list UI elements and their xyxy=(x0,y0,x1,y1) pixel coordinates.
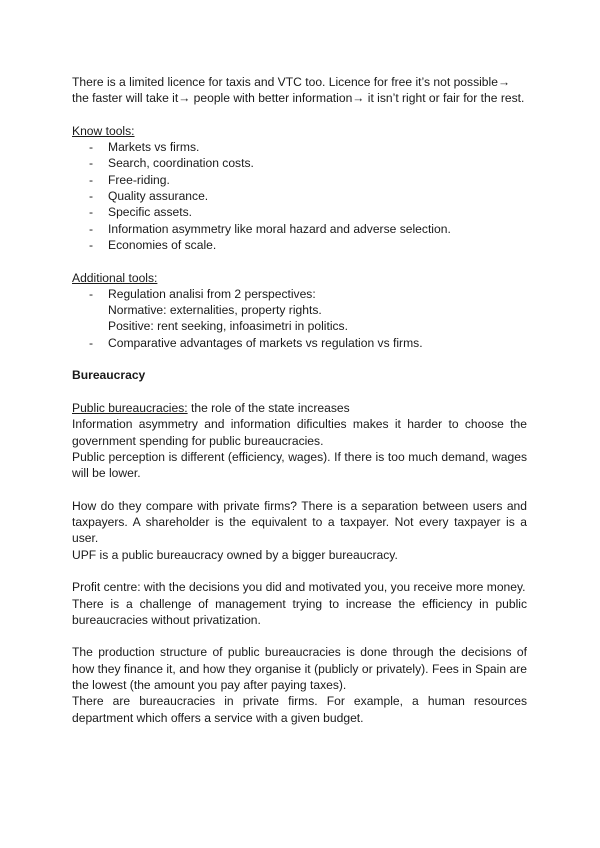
list-item xyxy=(72,204,527,220)
paragraph: UPF is a public bureaucracy owned by a bigger bureaucracy. xyxy=(72,547,398,562)
list-item-text: Search, coordination costs. xyxy=(108,156,254,171)
bullet-dash: - xyxy=(89,140,94,155)
paragraph: The production structure of public bureaucracies is done through the decisions of how they finance it, and how they organise it (publicly or privately). Fees in Spain are the lowest (the amount you pay after paying taxes). xyxy=(72,645,527,692)
paragraph: How do they compare with private firms? There is a separation between users and taxpayers. A shareholder is the equivalent to a taxpayer. Not every taxpayer is a user. xyxy=(72,498,527,546)
sub-item-text: Normative: externalities, property rights. xyxy=(108,303,322,318)
public-bureaucracies-text: the role of the state increases xyxy=(187,400,350,415)
list-item xyxy=(72,139,527,155)
list-item-text: Comparative advantages of markets vs regulation vs firms. xyxy=(108,335,423,350)
list-item-text: Markets vs firms. xyxy=(108,140,200,155)
list-item xyxy=(72,237,527,253)
list-item-text: Economies of scale. xyxy=(108,237,217,252)
list-item xyxy=(72,335,527,351)
section-heading-bureaucracy: Bureaucracy xyxy=(72,368,146,383)
list-item xyxy=(72,286,527,302)
paragraph: Profit centre: with the decisions you did and motivated you, you receive more money. xyxy=(72,580,526,595)
intro-line-1: There is a limited licence for taxis and VTC too. Licence for free it’s not possible→ xyxy=(72,75,511,89)
intro-line-2: the faster will take it→ people with better information→ it isn’t right or fair for the rest. xyxy=(72,91,525,106)
bullet-dash: - xyxy=(89,221,94,236)
bullet-dash: - xyxy=(89,335,94,350)
list-item-text: Free-riding. xyxy=(108,172,170,187)
sub-item xyxy=(72,318,527,334)
sub-item xyxy=(72,302,527,318)
paragraph: There is a challenge of management trying to increase the efficiency in public bureaucracies without privatization. xyxy=(72,596,527,627)
bullet-dash: - xyxy=(89,237,94,252)
public-bureaucracies-line xyxy=(72,400,527,416)
bullet-dash: - xyxy=(89,172,94,187)
paragraph: Public perception is different (efficiency, wages). If there is too much demand, wages will be lower. xyxy=(72,449,527,481)
list-item-text: Information asymmetry like moral hazard and adverse selection. xyxy=(108,221,451,236)
public-bureaucracies-label: Public bureaucracies: xyxy=(72,400,188,415)
additional-tools-heading: Additional tools: xyxy=(72,270,158,285)
bullet-dash: - xyxy=(89,286,94,301)
document-page xyxy=(72,74,527,726)
bullet-dash: - xyxy=(89,205,94,220)
list-item xyxy=(72,172,527,188)
bullet-dash: - xyxy=(89,189,94,204)
additional-tools-list xyxy=(72,286,527,351)
paragraph: There are bureaucracies in private firms. For example, a human resources department which offers a service with a given budget. xyxy=(72,694,527,725)
paragraph: Information asymmetry and information dificulties makes it harder to choose the government spending for public bureaucracies. xyxy=(72,417,527,448)
list-item xyxy=(72,221,527,237)
list-item-text: Specific assets. xyxy=(108,205,193,220)
list-item-text: Quality assurance. xyxy=(108,189,209,204)
list-item xyxy=(72,188,527,204)
bullet-dash: - xyxy=(89,156,94,171)
know-tools-list xyxy=(72,139,527,253)
sub-item-text: Positive: rent seeking, infoasimetri in politics. xyxy=(108,319,348,334)
list-item xyxy=(72,155,527,171)
list-item-text: Regulation analisi from 2 perspectives: xyxy=(108,286,316,301)
know-tools-heading: Know tools: xyxy=(72,123,135,138)
